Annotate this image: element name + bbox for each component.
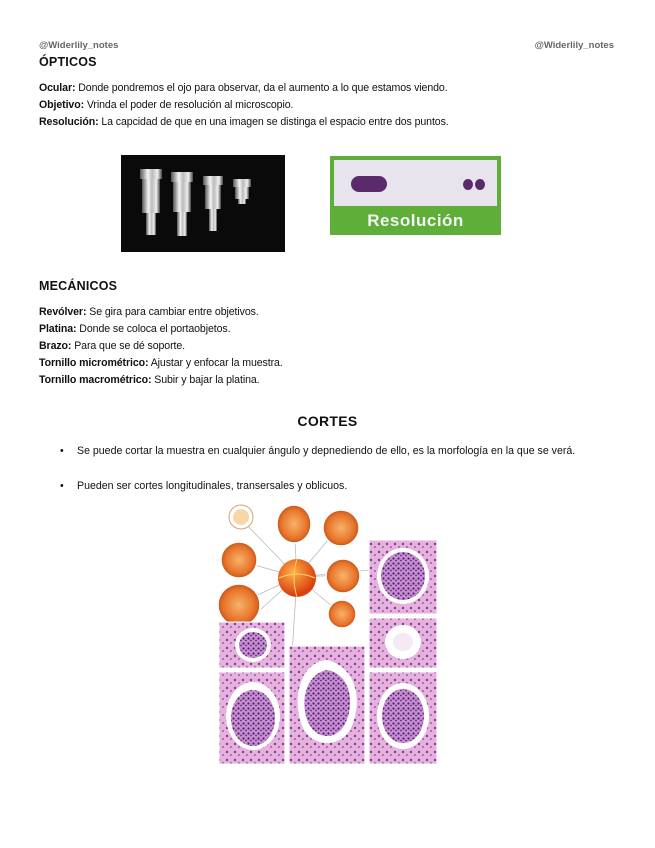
cortes-heading: CORTES bbox=[297, 413, 358, 429]
mecanicos-line-macrometrico bbox=[39, 374, 260, 387]
def-brazo: Para que se dé soporte. bbox=[71, 340, 185, 352]
objective-2 bbox=[171, 172, 193, 236]
cortes-bullet-1 bbox=[60, 443, 600, 477]
merged-dots bbox=[351, 176, 387, 192]
objective-4 bbox=[233, 179, 251, 204]
tissue-panel-left-bottom bbox=[219, 672, 285, 764]
bullet-dot: • bbox=[60, 445, 64, 457]
orange-slice-7 bbox=[328, 600, 356, 628]
term-macrometrico: Tornillo macrométrico: bbox=[39, 374, 152, 386]
orange-slice-4 bbox=[221, 542, 257, 578]
objectives-illustration bbox=[121, 155, 285, 252]
cortes-illustration bbox=[217, 502, 439, 766]
def-objetivo: Vrinda el poder de resolución al microscopio. bbox=[84, 99, 294, 111]
objectives-photo bbox=[121, 155, 285, 252]
def-platina: Donde se coloca el portaobjetos. bbox=[76, 323, 231, 335]
term-resolucion: Resolución: bbox=[39, 116, 99, 128]
objective-1 bbox=[140, 169, 162, 235]
orange-slice-5 bbox=[326, 559, 360, 593]
opticos-line-ocular bbox=[39, 82, 448, 95]
def-macrometrico: Subir y bajar la platina. bbox=[151, 374, 260, 386]
tissue-panel-top-right bbox=[369, 540, 437, 614]
tissue-panel-left-top bbox=[219, 622, 285, 668]
def-ocular: Donde pondremos el ojo para observar, da el aumento a lo que estamos viendo. bbox=[75, 82, 448, 94]
mecanicos-line-brazo bbox=[39, 340, 185, 353]
term-brazo: Brazo: bbox=[39, 340, 72, 352]
term-micrometrico: Tornillo micrométrico: bbox=[39, 357, 149, 369]
resolution-image-label: Resolución bbox=[367, 211, 464, 230]
orange-slice-6 bbox=[218, 584, 260, 626]
mecanicos-line-revolver bbox=[39, 306, 259, 319]
cortes-bullet-2 bbox=[60, 478, 600, 495]
tissue-panel-bottom-right bbox=[369, 672, 437, 764]
orange-whole bbox=[278, 559, 316, 597]
term-objetivo: Objetivo: bbox=[39, 99, 85, 111]
bullet-dot: • bbox=[60, 480, 64, 492]
opticos-line-resolucion bbox=[39, 116, 449, 129]
tissue-panel-mid-right bbox=[369, 618, 437, 668]
resolution-dots-panel bbox=[334, 160, 497, 206]
def-resolucion: La capcidad de que en una imagen se distinga el espacio entre dos puntos. bbox=[98, 116, 449, 128]
objective-3 bbox=[203, 176, 223, 231]
watermark-left: @Widerlily_notes bbox=[39, 40, 119, 51]
separate-dot-1 bbox=[463, 179, 473, 190]
resolution-image bbox=[330, 156, 501, 235]
opticos-heading: ÓPTICOS bbox=[39, 55, 97, 69]
bullet-text: Pueden ser cortes longitudinales, transersales y oblicuos. bbox=[77, 480, 348, 492]
watermark-right: @Widerlily_notes bbox=[534, 40, 614, 51]
separate-dot-2 bbox=[475, 179, 485, 190]
mecanicos-line-platina bbox=[39, 323, 230, 336]
tissue-panel-center bbox=[289, 646, 365, 764]
orange-slice-1 bbox=[229, 505, 253, 529]
term-ocular: Ocular: bbox=[39, 82, 76, 94]
term-platina: Platina: bbox=[39, 323, 77, 335]
mecanicos-line-micrometrico bbox=[39, 357, 283, 370]
orange-slice-3 bbox=[323, 510, 359, 546]
cortes-figure bbox=[217, 502, 439, 766]
opticos-line-objetivo bbox=[39, 99, 293, 112]
bullet-text: Se puede cortar la muestra en cualquier ángulo y depnediendo de ello, es la morfología en la que se verá. bbox=[77, 445, 576, 457]
def-micrometrico: Ajustar y enfocar la muestra. bbox=[148, 357, 283, 369]
orange-slice-2 bbox=[277, 505, 311, 543]
mecanicos-heading: MECÁNICOS bbox=[39, 279, 118, 293]
term-revolver: Revólver: bbox=[39, 306, 87, 318]
def-revolver: Se gira para cambiar entre objetivos. bbox=[86, 306, 259, 318]
